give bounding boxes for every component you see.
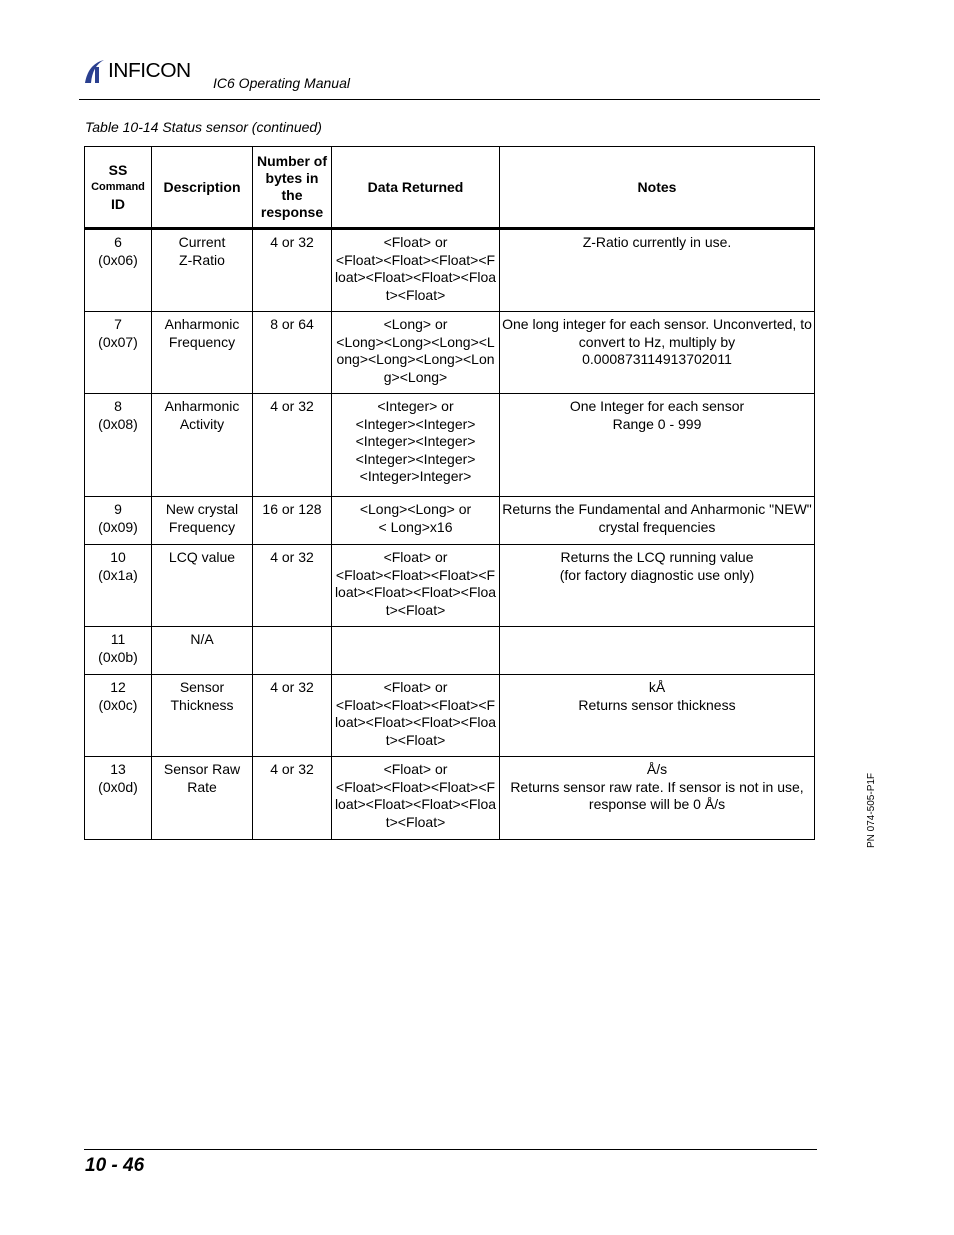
cell-description-line: Sensor Raw <box>163 761 241 777</box>
cell-notes <box>500 545 815 627</box>
cell-id-line: 6 <box>114 234 122 250</box>
cell-notes <box>500 627 815 675</box>
cell-bytes <box>253 627 332 675</box>
cell-data-returned-line: <Long><Long><Long><L <box>336 333 495 350</box>
table-row <box>85 394 815 497</box>
cell-notes-line: Range 0 - 999 <box>612 415 702 432</box>
cell-description <box>152 394 253 497</box>
cell-description-line: Activity <box>179 415 225 432</box>
cell-id <box>85 312 152 394</box>
inficon-logo <box>82 58 191 84</box>
cell-bytes: 8 or 64 <box>253 312 332 394</box>
cell-data-returned-line: <Integer><Integer> <box>355 415 476 432</box>
header-command-label: Command <box>91 180 145 193</box>
header-ss-label: SS <box>108 161 128 178</box>
cell-description-line: Anharmonic <box>164 398 240 414</box>
header-description: Description <box>152 147 253 229</box>
cell-description-line: New crystal <box>165 501 239 517</box>
manual-title: IC6 Operating Manual <box>213 75 350 91</box>
cell-notes-line: kÅ <box>648 679 666 695</box>
cell-data-returned-line: <Float><Float><Float><F <box>335 251 496 268</box>
cell-id-line: 12 <box>110 679 126 695</box>
cell-data-returned-line: loat><Float><Float><Floa <box>334 796 497 812</box>
table-row <box>85 627 815 675</box>
header-bytes-line: bytes in <box>265 170 319 186</box>
cell-data-returned-line: <Float> or <box>383 549 448 565</box>
cell-data-returned-line: ong><Long><Long><Lon <box>336 351 495 367</box>
header-divider <box>79 99 820 100</box>
cell-id-line: 10 <box>110 549 126 565</box>
cell-data-returned-line: t><Float> <box>385 286 446 303</box>
cell-bytes: 4 or 32 <box>253 229 332 312</box>
header-notes: Notes <box>500 147 815 229</box>
table-row <box>85 675 815 757</box>
cell-description <box>152 675 253 757</box>
cell-notes-line: (for factory diagnostic use only) <box>559 566 755 583</box>
table-row <box>85 545 815 627</box>
cell-data-returned-line: <Long><Long> or <box>359 501 472 517</box>
cell-description-line: Anharmonic <box>164 316 240 332</box>
cell-description-line: Frequency <box>168 518 236 535</box>
table-row <box>85 312 815 394</box>
cell-data-returned <box>332 627 500 675</box>
cell-bytes: 4 or 32 <box>253 545 332 627</box>
header-bytes-line: response <box>260 204 324 220</box>
cell-data-returned-line: t><Float> <box>385 601 446 618</box>
footer-divider <box>84 1149 817 1150</box>
cell-id-line: (0x0c) <box>98 696 138 713</box>
cell-notes-line: convert to Hz, multiply by 0.000873114913702011 <box>578 333 736 367</box>
cell-data-returned <box>332 229 500 312</box>
header-id-label: ID <box>111 195 125 212</box>
cell-notes-line: Å/s <box>646 761 668 777</box>
cell-notes-line: One long integer for each sensor. Unconverted, to <box>502 316 812 332</box>
cell-bytes: 4 or 32 <box>253 394 332 497</box>
cell-id-line: (0x0b) <box>98 648 138 665</box>
cell-description <box>152 627 253 675</box>
cell-notes <box>500 312 815 394</box>
cell-data-returned-line: <Float> or <box>383 679 448 695</box>
cell-description-line: Rate <box>187 778 217 795</box>
cell-data-returned <box>332 312 500 394</box>
header-bytes-line: Number of <box>257 153 327 169</box>
cell-description-line: LCQ value <box>168 549 236 565</box>
cell-data-returned-line: loat><Float><Float><Floa <box>334 269 497 285</box>
cell-id-line: 13 <box>110 761 126 777</box>
header-bytes <box>253 147 332 229</box>
cell-description <box>152 545 253 627</box>
cell-data-returned-line: <Float><Float><Float><F <box>335 696 496 713</box>
cell-id <box>85 627 152 675</box>
cell-id <box>85 394 152 497</box>
cell-data-returned-line: <Integer><Integer> <box>355 433 476 449</box>
cell-description <box>152 757 253 840</box>
cell-data-returned <box>332 675 500 757</box>
cell-id-line: (0x0d) <box>98 778 138 795</box>
cell-notes <box>500 497 815 545</box>
cell-id <box>85 545 152 627</box>
cell-bytes: 4 or 32 <box>253 757 332 840</box>
table-row <box>85 757 815 840</box>
cell-data-returned-line: <Integer>Integer> <box>359 468 472 484</box>
cell-notes-line: Returns sensor raw rate. If sensor is not in use, <box>510 778 804 795</box>
cell-notes <box>500 675 815 757</box>
cell-id <box>85 757 152 840</box>
cell-id-line: 8 <box>114 398 122 414</box>
cell-description <box>152 229 253 312</box>
cell-data-returned <box>332 757 500 840</box>
cell-notes-line: Returns the Fundamental and Anharmonic "NEW" <box>502 501 812 517</box>
cell-id-line: 11 <box>110 631 126 647</box>
cell-data-returned-line: <Float> or <box>383 761 448 777</box>
cell-description-line: Current <box>178 234 226 250</box>
cell-notes-line: One Integer for each sensor <box>569 398 745 414</box>
table-row <box>85 229 815 312</box>
cell-notes-line: response will be 0 Å/s <box>588 796 726 812</box>
cell-description <box>152 497 253 545</box>
table-caption: Table 10-14 Status sensor (continued) <box>85 119 322 135</box>
cell-data-returned-line: <Integer><Integer> <box>355 450 476 467</box>
inficon-logo-icon <box>82 58 106 84</box>
cell-data-returned-line: < Long>x16 <box>378 518 453 535</box>
cell-id <box>85 497 152 545</box>
cell-notes <box>500 757 815 840</box>
part-number: PN 074-505-P1F <box>866 772 877 848</box>
cell-id <box>85 229 152 312</box>
cell-data-returned-line: <Float><Float><Float><F <box>335 566 496 583</box>
cell-notes-line: Returns sensor thickness <box>578 696 736 713</box>
cell-data-returned <box>332 394 500 497</box>
cell-data-returned-line: loat><Float><Float><Floa <box>334 584 497 600</box>
header-data-returned: Data Returned <box>332 147 500 229</box>
table-body <box>85 229 815 840</box>
cell-id <box>85 675 152 757</box>
cell-description-line: Z-Ratio <box>179 251 225 268</box>
cell-data-returned-line: <Float> or <box>383 234 448 250</box>
cell-notes <box>500 394 815 497</box>
cell-bytes: 16 or 128 <box>253 497 332 545</box>
cell-data-returned-line: g><Long> <box>383 368 448 385</box>
cell-id-line: 7 <box>114 316 122 332</box>
cell-id-line: 9 <box>114 501 122 517</box>
cell-data-returned-line: <Long> or <box>383 316 448 332</box>
page-number: 10 - 46 <box>85 1155 145 1176</box>
cell-id-line: (0x07) <box>98 333 138 350</box>
logo-wordmark: INFICON <box>108 59 191 82</box>
cell-description-line: Sensor <box>179 679 225 695</box>
cell-data-returned <box>332 545 500 627</box>
cell-id-line: (0x09) <box>98 518 138 535</box>
cell-description-line: N/A <box>190 631 214 647</box>
cell-description-line: Thickness <box>170 696 234 713</box>
cell-data-returned-line: <Integer> or <box>377 398 454 414</box>
table-row <box>85 497 815 545</box>
cell-data-returned-line: t><Float> <box>385 731 446 748</box>
cell-data-returned <box>332 497 500 545</box>
cell-id-line: (0x06) <box>98 251 138 268</box>
status-sensor-table <box>84 146 815 840</box>
cell-data-returned-line: loat><Float><Float><Floa <box>334 714 497 730</box>
cell-notes-line: Z-Ratio currently in use. <box>582 234 732 250</box>
header-ss-command-id <box>85 147 152 229</box>
cell-notes-line: crystal frequencies <box>598 518 716 535</box>
header-bytes-line: the <box>281 187 303 203</box>
cell-id-line: (0x08) <box>98 415 138 432</box>
cell-bytes: 4 or 32 <box>253 675 332 757</box>
table-header-row <box>85 147 815 229</box>
cell-notes <box>500 229 815 312</box>
cell-notes-line: Returns the LCQ running value <box>560 549 754 565</box>
cell-data-returned-line: t><Float> <box>385 813 446 830</box>
cell-description <box>152 312 253 394</box>
cell-id-line: (0x1a) <box>98 566 138 583</box>
cell-data-returned-line: <Float><Float><Float><F <box>335 778 496 795</box>
cell-description-line: Frequency <box>168 333 236 350</box>
